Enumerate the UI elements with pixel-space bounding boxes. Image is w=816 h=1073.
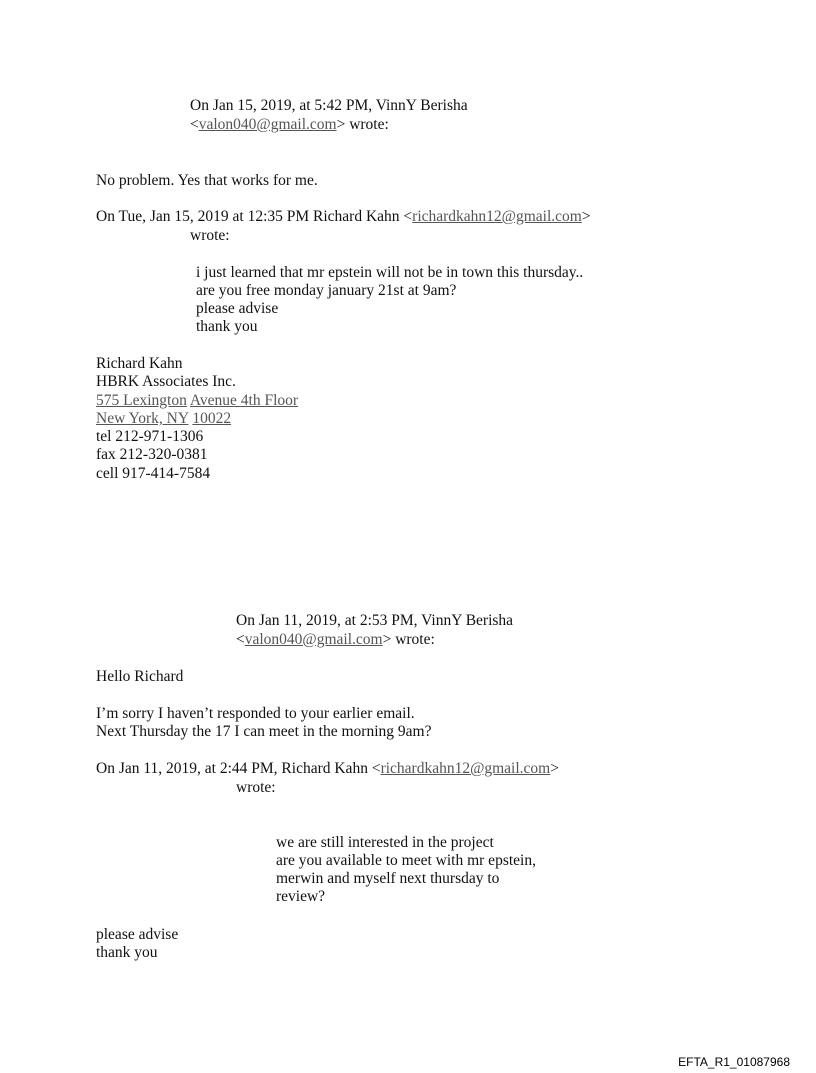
- quote2-wrote: wrote:: [236, 779, 276, 796]
- closing-line: thank you: [96, 944, 158, 961]
- address-link-street[interactable]: 575 Lexington: [96, 392, 187, 409]
- quote1-wrote: wrote:: [190, 227, 230, 244]
- reply1-header-line1: On Jan 15, 2019, at 5:42 PM, VinnY Berisha: [190, 97, 468, 114]
- reply2-greeting: Hello Richard: [96, 668, 184, 685]
- quote2-line: merwin and myself next thursday to: [276, 870, 500, 887]
- signature-tel: tel 212-971-1306: [96, 428, 204, 445]
- signature-city: [96, 410, 231, 428]
- quote2-line: review?: [276, 888, 326, 905]
- reply2-email-link[interactable]: valon040@gmail.com: [244, 631, 383, 648]
- wrote-text: > wrote:: [336, 116, 389, 133]
- signature-name: Richard Kahn: [96, 355, 183, 372]
- wrote-text: > wrote:: [382, 631, 435, 648]
- quote1-line: i just learned that mr epstein will not be in town this thursday..: [196, 264, 584, 281]
- reply2-line: Next Thursday the 17 I can meet in the morning 9am?: [96, 723, 432, 740]
- quote2-line: are you available to meet with mr epstein,: [276, 852, 536, 869]
- quote1-email-link[interactable]: richardkahn12@gmail.com: [412, 208, 582, 225]
- reply2-line: I’m sorry I haven’t responded to your earlier email.: [96, 705, 415, 722]
- reply1-header-line2: [190, 116, 389, 134]
- signature-address: [96, 392, 298, 410]
- quote2-header-line1: [96, 760, 559, 778]
- quote1-line: please advise: [196, 300, 279, 317]
- reply1-email-link[interactable]: valon040@gmail.com: [198, 116, 337, 133]
- reply2-header-line1: On Jan 11, 2019, at 2:53 PM, VinnY Berisha: [236, 612, 514, 629]
- angle-close: >: [550, 760, 559, 777]
- quote2-header-prefix: On Jan 11, 2019, at 2:44 PM, Richard Kahn <: [96, 760, 381, 777]
- quote2-line: we are still interested in the project: [276, 834, 494, 851]
- address-link-floor[interactable]: Avenue 4th Floor: [189, 392, 299, 409]
- quote1-header-line1: [96, 208, 591, 226]
- signature-fax: fax 212-320-0381: [96, 446, 208, 463]
- signature-company: HBRK Associates Inc.: [96, 373, 236, 390]
- reply1-body: No problem. Yes that works for me.: [96, 172, 318, 189]
- angle-open: <: [190, 116, 199, 133]
- address-link-zip[interactable]: 10022: [192, 410, 232, 427]
- quote1-line: thank you: [196, 318, 258, 335]
- angle-open: <: [236, 631, 245, 648]
- quote2-email-link[interactable]: richardkahn12@gmail.com: [380, 760, 551, 777]
- signature-cell: cell 917-414-7584: [96, 465, 211, 482]
- quote1-header-prefix: On Tue, Jan 15, 2019 at 12:35 PM Richard Kahn <: [96, 208, 413, 225]
- quote1-line: are you free monday january 21st at 9am?: [196, 282, 457, 299]
- reply2-header-line2: [236, 631, 435, 649]
- document-id: EFTA_R1_01087968: [678, 1055, 790, 1069]
- closing-line: please advise: [96, 926, 179, 943]
- address-link-city[interactable]: New York, NY: [96, 410, 189, 427]
- angle-close: >: [581, 208, 591, 225]
